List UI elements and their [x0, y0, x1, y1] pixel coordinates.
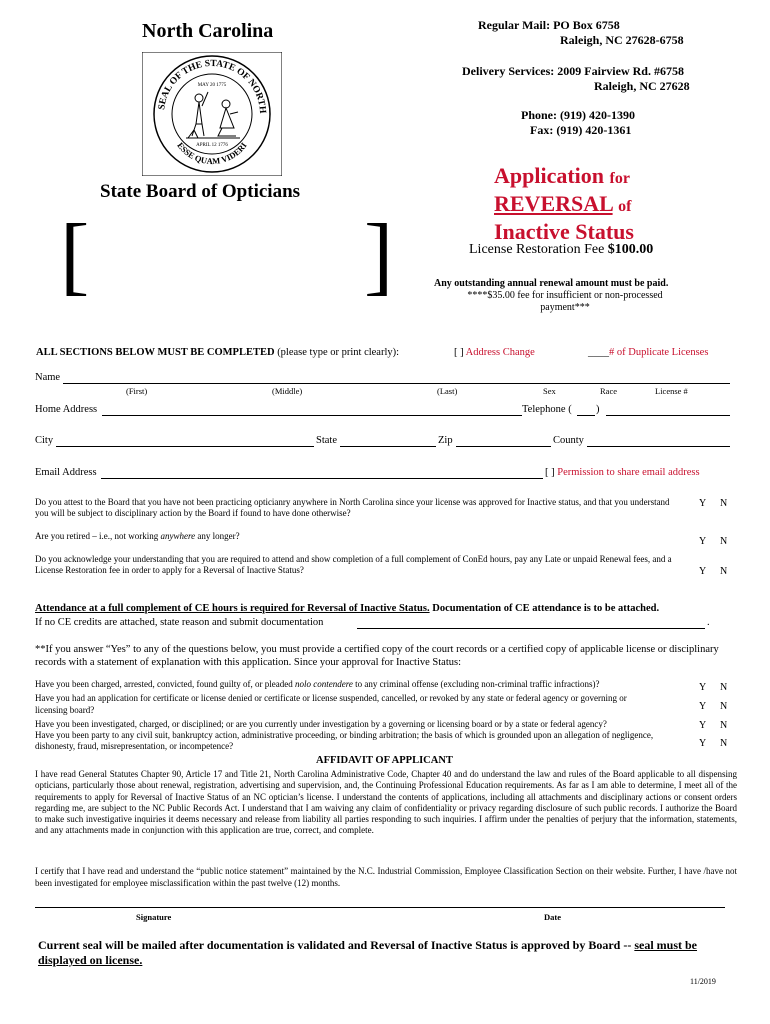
q3-yes[interactable]: Y	[699, 566, 707, 577]
q2-text-a: Are you retired – i.e., not working	[35, 531, 161, 541]
state-seal	[142, 52, 282, 176]
seal-mailing-note	[38, 938, 738, 968]
mail-line-1: Regular Mail: PO Box 6758	[478, 18, 620, 32]
telephone-label	[522, 404, 572, 415]
ce-reason-label: If no CE credits are attached, state reason and submit documentation	[35, 617, 324, 628]
zip-label: Zip	[438, 435, 453, 446]
d3-no[interactable]: N	[720, 720, 728, 731]
county-label: County	[553, 435, 584, 446]
ce-documentation: Documentation of CE attendance is to be attached.	[429, 603, 660, 614]
q3-no[interactable]: N	[720, 566, 728, 577]
ce-requirement	[35, 603, 659, 614]
permission-share-email-checkbox[interactable]	[545, 467, 700, 478]
restoration-fee	[469, 242, 653, 258]
question-civil-suit: Have you been party to any civil suit, bankruptcy action, administrative proceeding, or binding arbitration; the basis of which is grounded upon an allegation of negligence, dishonesty, fraud, misrepresentation, or incompetence?	[35, 730, 654, 751]
fee-label: License Restoration Fee	[469, 242, 605, 257]
zip-input-line[interactable]	[456, 446, 551, 447]
left-bracket: [	[60, 207, 90, 304]
sections-heading: ALL SECTIONS BELOW MUST BE COMPLETED	[36, 347, 275, 358]
sections-heading-note: (please type or print clearly):	[277, 347, 400, 358]
fee-note-line-2: payment***	[540, 302, 590, 313]
disciplinary-intro: **If you answer “Yes” to any of the questions below, you must provide a certified copy of the court records or a certified copy of applicable license or disciplinary records with a statement of explanation with this application. Since your approval for Inactive Status:	[35, 644, 719, 668]
fax-text: Fax: (919) 420-1361	[530, 123, 632, 137]
license-number-label: License #	[655, 386, 688, 396]
d2-yes[interactable]: Y	[699, 701, 707, 712]
application-title	[494, 163, 634, 244]
d4-no[interactable]: N	[720, 738, 728, 749]
permission-label: Permission to share email address	[557, 467, 700, 478]
title-word-for: for	[609, 170, 630, 187]
name-input-line[interactable]	[63, 383, 730, 384]
address-change-label: Address Change	[465, 347, 535, 358]
area-code-input-line[interactable]	[577, 415, 595, 416]
question-license-denied: Have you had an application for certificate or license denied or certificate or license suspended, cancelled, or revoked by any state or federal agency or governing or licensing board?	[35, 693, 627, 715]
question-retired	[35, 531, 240, 542]
ce-period: .	[707, 617, 710, 628]
ce-requirement-underlined: Attendance at a full complement of CE hours is required for Reversal of Inactive Status.	[35, 603, 430, 614]
question-not-practicing: Do you attest to the Board that you have not been practicing opticianry anywhere in North Carolina since your license was approved for Inactive status, and that you understand you will be subject to disciplinary action by the Board if found to have done otherwise?	[35, 497, 670, 518]
d1-yes[interactable]: Y	[699, 682, 707, 693]
telephone-input-line[interactable]	[606, 415, 730, 416]
q1-yes[interactable]: Y	[699, 498, 707, 509]
affidavit-heading: AFFIDAVIT OF APPLICANT	[316, 755, 453, 766]
renewal-note: Any outstanding annual renewal amount must be paid.	[434, 278, 669, 289]
q1-no[interactable]: N	[720, 498, 728, 509]
home-address-label: Home Address	[35, 404, 98, 415]
d3-yes[interactable]: Y	[699, 720, 707, 731]
affidavit-paragraph-1: I have read General Statutes Chapter 90, Article 17 and Title 21, North Carolina Administrative Code, Chapter 40 and do understand the law and rules of the Board applicable to all dispensing opticians, particularly those about renewal, registration, advertising and supervision, and, the Continuing Professional Education requirements. As far as I am able to determine, I meet all of the requirements to apply for Reversal of Inactive Status of an NC optician’s license. I understand the contents of applications, including all attachments and disciplinary actions or consent orders regarding me, are subject to the NC Public Records Act. I understand that I am waiving any claim of confidentiality or privacy regarding disclosure of such public records. I authorize the Board to make such investigative inquiries it deems necessary and release from liability all parties responding to such inquiries. I affirm under the penalties of perjury that the information, statements, and any attachments made in conjunction with this application are true, correct, and complete.	[35, 769, 737, 836]
fee-amount: $100.00	[607, 242, 654, 257]
q2-no[interactable]: N	[720, 536, 728, 547]
race-label: Race	[600, 386, 617, 396]
affidavit-paragraph-2: I certify that I have read and understand the “public notice statement” maintained by the N.C. Industrial Commission, Employee Classification Section on their website. Further, I have /have not been investigated for employee misclassification within the past twelve (12) months.	[35, 866, 737, 888]
signature-label: Signature	[136, 912, 172, 922]
city-label: City	[35, 435, 54, 446]
fee-note-line-1: ****$35.00 fee for insufficient or non-processed	[467, 290, 663, 301]
right-bracket: ]	[364, 207, 394, 304]
date-label: Date	[544, 912, 561, 922]
ce-reason-input-line[interactable]	[357, 628, 705, 629]
first-label: (First)	[126, 386, 148, 396]
seal-date-1: MAY 20 1775	[197, 83, 227, 88]
mailing-address	[478, 18, 684, 48]
q2-text-b: anywhere	[160, 531, 196, 541]
q2-text-c: any longer?	[195, 531, 240, 541]
question-coned-acknowledge: Do you acknowledge your understanding that you are required to attend and show completion of a full complement of ConEd hours, pay any Late or unpaid Renewal fees, and a License Restoration fee in order to apply for a Reversal of Inactive Status?	[35, 554, 672, 575]
d1-no[interactable]: N	[720, 682, 728, 693]
permission-bracket: [ ]	[545, 467, 555, 478]
board-name: State Board of Opticians	[100, 181, 301, 202]
address-change-checkbox[interactable]	[454, 347, 535, 358]
d1-text-c: to any criminal offense (excluding non-criminal traffic infractions)?	[352, 679, 600, 689]
name-label: Name	[35, 372, 61, 383]
d1-text-b: nolo contendere	[295, 679, 353, 689]
state-input-line[interactable]	[340, 446, 436, 447]
insufficient-fee-note	[430, 290, 700, 314]
signature-date-line[interactable]	[35, 907, 725, 908]
d1-text-a: Have you been charged, arrested, convicted, found guilty of, or pleaded	[35, 679, 295, 689]
question-investigated: Have you been investigated, charged, or disciplined; or are you currently under investigation by a governing or licensing board or by a state or federal agency?	[35, 719, 607, 729]
telephone-open: Telephone (	[522, 404, 572, 415]
d2-no[interactable]: N	[720, 701, 728, 712]
seal-note-b: seal must be displayed on license.	[38, 938, 698, 967]
title-word-reversal: REVERSAL	[494, 191, 613, 216]
revision-date: 11/2019	[690, 977, 716, 986]
question-criminal	[35, 679, 685, 690]
sex-label: Sex	[543, 386, 556, 396]
state-label: State	[316, 435, 337, 446]
duplicate-licenses-field[interactable]	[588, 347, 708, 358]
address-change-bracket: [ ]	[454, 347, 464, 358]
seal-top-text: SEAL OF THE STATE OF NORTH	[157, 58, 268, 114]
seal-note-a: Current seal will be mailed after documentation is validated and Reversal of Inactive Status is approved by Board --	[38, 938, 635, 952]
delivery-line-2: Raleigh, NC 27628	[594, 79, 690, 93]
title-word-of: of	[618, 198, 632, 215]
phone-text: Phone: (919) 420-1390	[521, 108, 635, 122]
title-word-inactive-status: Inactive Status	[494, 219, 634, 244]
duplicate-label: # of Duplicate Licenses	[609, 347, 709, 358]
delivery-address	[462, 64, 690, 94]
delivery-line-1: Delivery Services: 2009 Fairview Rd. #6758	[462, 64, 684, 78]
email-input-line[interactable]	[101, 478, 543, 479]
middle-label: (Middle)	[272, 386, 303, 396]
d4-yes[interactable]: Y	[699, 738, 707, 749]
q2-yes[interactable]: Y	[699, 536, 707, 547]
title-word-application: Application	[494, 163, 605, 188]
seal-bottom-text: ESSE QUAM VIDERI	[175, 140, 249, 167]
county-input-line[interactable]	[587, 446, 730, 447]
last-label: (Last)	[437, 386, 458, 396]
mail-line-2: Raleigh, NC 27628-6758	[560, 33, 684, 47]
duplicate-blank: ____	[588, 347, 609, 358]
sections-heading-row	[36, 347, 399, 358]
telephone-close: )	[596, 404, 600, 415]
email-label: Email Address	[35, 467, 97, 478]
state-title: North Carolina	[142, 20, 274, 42]
seal-date-2: APRIL 12 1776	[196, 143, 228, 148]
contact-phone-fax	[521, 108, 635, 138]
home-address-input-line[interactable]	[102, 415, 522, 416]
city-input-line[interactable]	[56, 446, 314, 447]
